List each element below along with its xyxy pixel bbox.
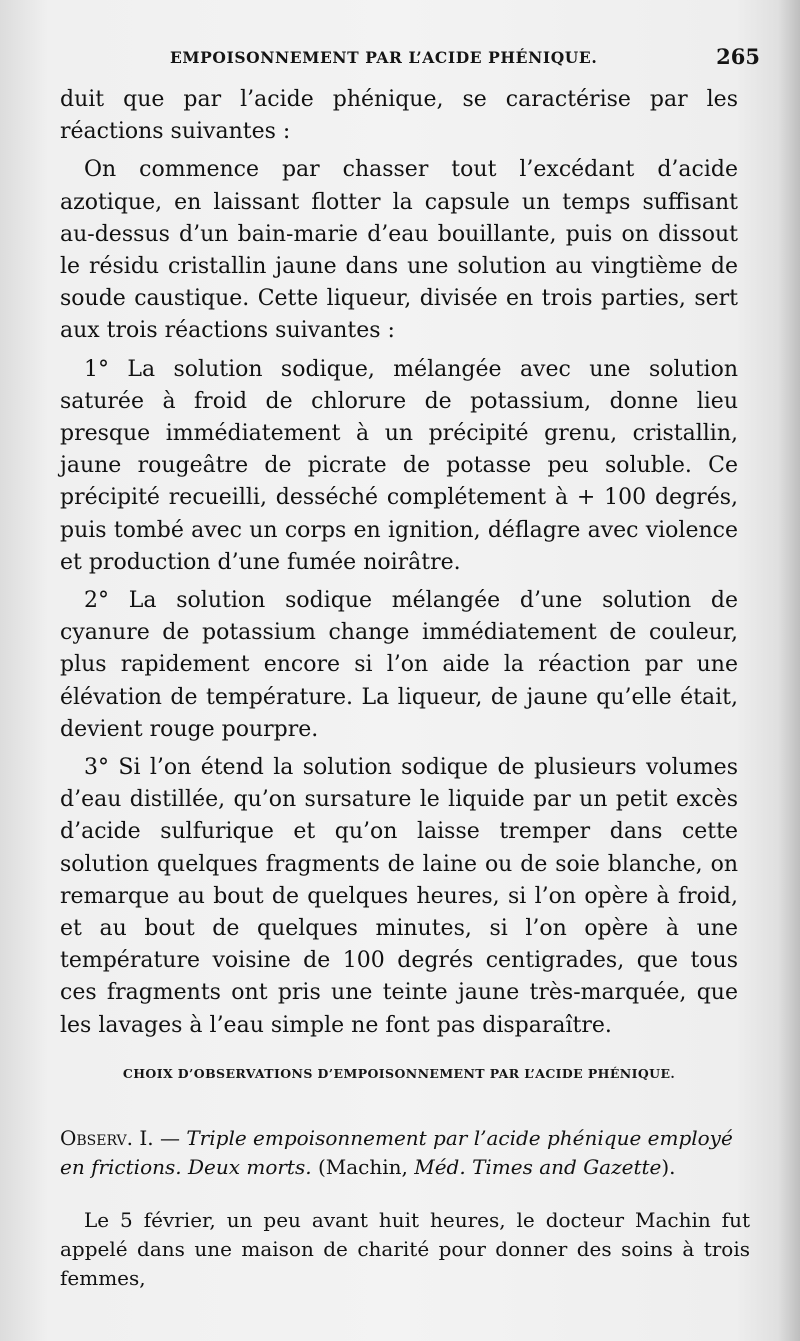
paragraph-case-start: Le 5 février, un peu avant huit heures, le docteur Machin fut appelé dans une maison de charité pour donner des soins à trois femmes,: [60, 1208, 750, 1290]
main-text: [60, 84, 738, 1048]
observation-title: Triple empoisonnement par l’acide phénique employé en frictions. Deux morts.: [60, 1126, 733, 1179]
paragraph-procedure: On commence par chasser tout l’excédant d’acide azotique, en laissant flotter la capsule un temps suffisant au-dessus d’un bain-marie d’eau bouillante, puis on dissout le résidu cristallin jaune dans une solution au vingtième de soude caustique. Cette liqueur, divisée en trois parties, sert aux trois réactions suivantes :: [60, 157, 738, 344]
observation-source-close: ).: [661, 1155, 676, 1179]
section-heading: CHOIX D’OBSERVATIONS D’EMPOISONNEMENT PAR L’ACIDE PHÉNIQUE.: [122, 1066, 676, 1081]
observation-dash: —: [153, 1126, 187, 1150]
paragraph-reaction-2: 2° La solution sodique mélangée d’une solution de cyanure de potassium change immédiatement de couleur, plus rapidement encore si l’on aide la réaction par une élévation de température. La liqueur, de jaune qu’elle était, devient rouge pourpre.: [60, 588, 738, 742]
paragraph-reaction-3: 3° Si l’on étend la solution sodique de plusieurs volumes d’eau distillée, qu’on sursature le liquide par un petit excès d’acide sulfurique et qu’on laisse tremper dans cette solution quelques fragments de laine ou de soie blanche, on remarque au bout de quelques heures, si l’on opère à froid, et au bout de quelques minutes, si l’on opère à une température voisine de 100 degrés centigrades, que tous ces fragments ont pris une teinte jaune très-marquée, que les lavages à l’eau simple ne font pas disparaître.: [60, 755, 738, 1038]
running-header: [60, 42, 760, 76]
observation-source-journal: Méd. Times and Gazette: [414, 1155, 662, 1179]
observation-heading: [60, 1124, 750, 1182]
page-number: 265: [716, 44, 760, 69]
paragraph-reaction-1: 1° La solution sodique, mélangée avec une solution saturée à froid de chlorure de potassium, donne lieu presque immédiatement à un précipité grenu, cristallin, jaune rougeâtre de picrate de potasse peu soluble. Ce précipité recueilli, desséché complétement à + 100 degrés, puis tombé avec un corps en ignition, déflagre avec violence et production d’une fumée noirâtre.: [60, 356, 738, 575]
observation-label: Observ. I.: [60, 1126, 154, 1150]
running-title: EMPOISONNEMENT PAR L’ACIDE PHÉNIQUE.: [170, 48, 598, 67]
observation-source-open: (Machin,: [311, 1155, 415, 1179]
paragraph-continuation: duit que par l’acide phénique, se caractérise par les réactions suivantes :: [60, 87, 738, 145]
page-spine-shadow: [778, 0, 800, 1341]
